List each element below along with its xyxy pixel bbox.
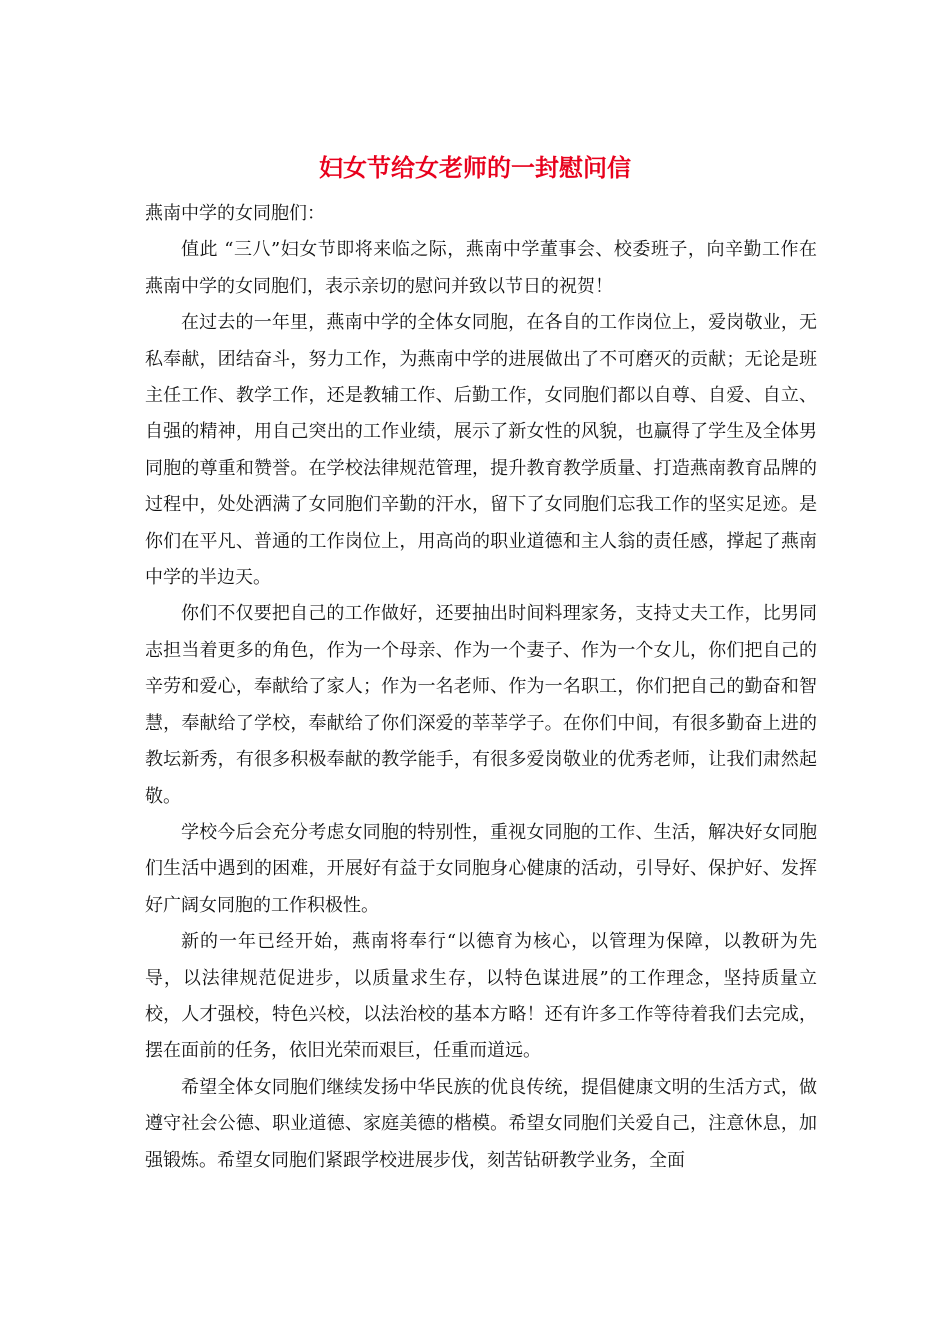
paragraph-1: 值此 “三八”妇女节即将来临之际，燕南中学董事会、校委班子，向辛勤工作在燕南中学的女同胞们，表示亲切的慰问并致以节日的祝贺！ [145,239,817,297]
letter-title: 妇女节给女老师的一封慰问信 [319,153,631,182]
letter-body [145,196,817,1179]
paragraph-6: 希望全体女同胞们继续发扬中华民族的优良传统，提倡健康文明的生活方式，做遵守社会公德、职业道德、家庭美德的楷模。希望女同胞们关爱自己，注意休息，加强锻炼。希望女同胞们紧跟学校进展步伐，刻苦钻研教学业务，全面 [145,1076,817,1171]
paragraph-2: 在过去的一年里，燕南中学的全体女同胞，在各自的工作岗位上，爱岗敬业，无私奉献，团结奋斗，努力工作，为燕南中学的进展做出了不可磨灭的贡献；无论是班主任工作、教学工作，还是教辅工作、后勤工作，女同胞们都以自尊、自爱、自立、自强的精神，用自己突出的工作业绩，展示了新女性的风貌，也赢得了学生及全体男同胞的尊重和赞誉。在学校法律规范管理，提升教育教学质量、打造燕南教育品牌的过程中，处处洒满了女同胞们辛勤的汗水，留下了女同胞们忘我工作的坚实足迹。是你们在平凡、普通的工作岗位上，用高尚的职业道德和主人翁的责任感，撑起了燕南中学的半边天。 [145,312,817,589]
paragraph-3: 你们不仅要把自己的工作做好，还要抽出时间料理家务，支持丈夫工作，比男同志担当着更多的角色，作为一个母亲、作为一个妻子、作为一个女儿，你们把自己的辛劳和爱心，奉献给了家人；作为一名老师、作为一名职工，你们把自己的勤奋和智慧，奉献给了学校，奉献给了你们深爱的莘莘学子。在你们中间，有很多勤奋上进的教坛新秀，有很多积极奉献的教学能手，有很多爱岗敬业的优秀老师，让我们肃然起敬。 [145,603,817,807]
paragraph-4: 学校今后会充分考虑女同胞的特别性，重视女同胞的工作、生活，解决好女同胞们生活中遇到的困难，开展好有益于女同胞身心健康的活动，引导好、保护好、发挥好广阔女同胞的工作积极性。 [145,821,817,916]
paragraph-5: 新的一年已经开始，燕南将奉行“以德育为核心，以管理为保障，以教研为先导，以法律规范促进步，以质量求生存，以特色谋进展”的工作理念，坚持质量立校，人才强校，特色兴校，以法治校的基本方略！还有许多工作等待着我们去完成，摆在面前的任务，依旧光荣而艰巨，任重而道远。 [145,931,817,1062]
salutation: 燕南中学的女同胞们： [145,203,325,224]
